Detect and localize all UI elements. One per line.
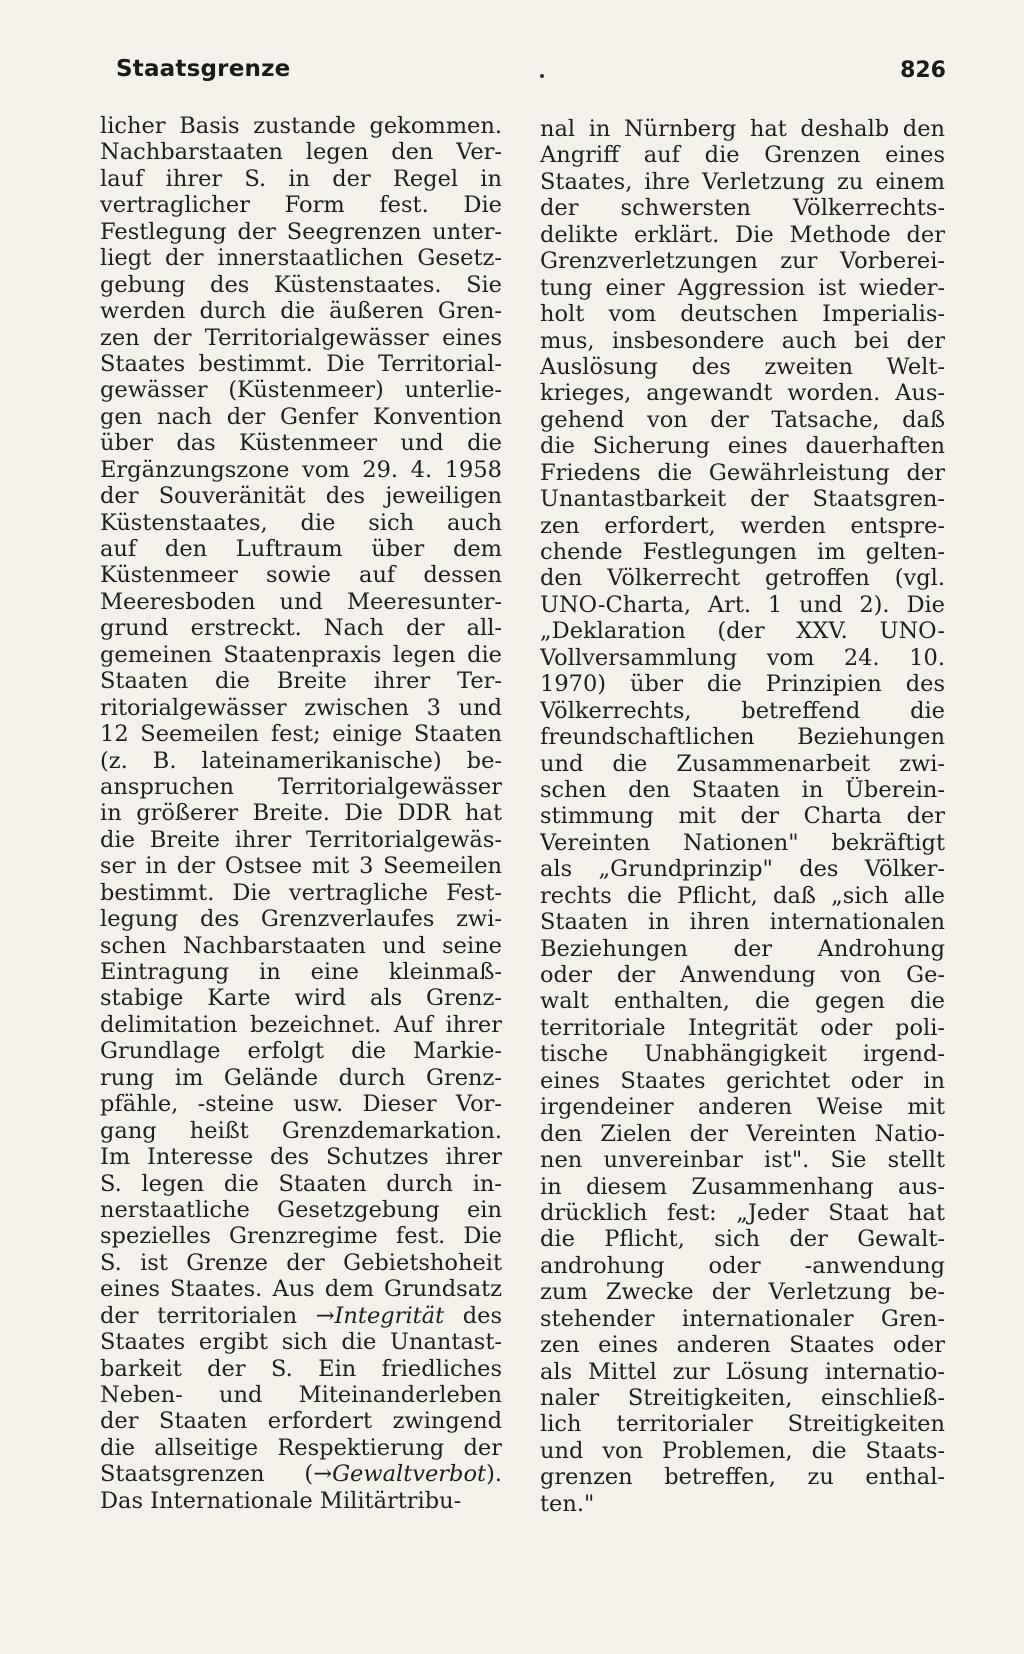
reference-term[interactable]: Integrität bbox=[334, 1302, 445, 1329]
text-line: delimitation bezeichnet. Auf ihrer bbox=[100, 1011, 502, 1038]
text-line: delikte erklärt. Die Methode der bbox=[540, 221, 945, 248]
text-line: licher Basis zustande gekommen. bbox=[100, 113, 502, 139]
reference-text-after: des bbox=[444, 1302, 502, 1329]
text-line: lich territorialer Streitigkeiten bbox=[540, 1411, 945, 1438]
text-line: Unantastbarkeit der Staatsgren- bbox=[540, 486, 945, 513]
text-line: pfähle, -steine usw. Dieser Vor- bbox=[100, 1091, 502, 1118]
reference-term[interactable]: Gewaltverbot bbox=[332, 1461, 487, 1488]
text-line: schen Nachbarstaaten und seine bbox=[100, 932, 502, 959]
text-line: die Pflicht, sich der Gewalt- bbox=[540, 1226, 945, 1253]
text-line: irgendeiner anderen Weise mit bbox=[540, 1094, 945, 1121]
text-line: gen nach der Genfer Konvention bbox=[100, 403, 502, 430]
text-line: legung des Grenzverlaufes zwi- bbox=[100, 906, 502, 933]
text-line: Staaten in ihren internationalen bbox=[540, 909, 945, 936]
reference-arrow-icon: → bbox=[315, 1302, 335, 1329]
text-line: Angriff auf die Grenzen eines bbox=[540, 142, 945, 169]
text-line: bestimmt. Die vertragliche Fest- bbox=[100, 879, 502, 906]
text-line: krieges, angewandt worden. Aus- bbox=[540, 380, 945, 407]
text-line: Staates, ihre Verletzung zu einem bbox=[540, 168, 945, 195]
text-line: ten." bbox=[540, 1490, 595, 1517]
text-line: Ergänzungszone vom 29. 4. 1958 bbox=[100, 456, 502, 483]
text-line: und die Zusammenarbeit zwi- bbox=[540, 750, 945, 777]
text-line: in diesem Zusammenhang aus- bbox=[540, 1173, 945, 1200]
reference-text-after: ). bbox=[486, 1461, 502, 1488]
text-line: gemeinen Staatenpraxis legen die bbox=[100, 641, 502, 668]
text-line: Grundlage erfolgt die Markie- bbox=[100, 1038, 502, 1065]
text-line: in größerer Breite. Die DDR hat bbox=[100, 800, 502, 827]
text-line: stabige Karte wird als Grenz- bbox=[100, 985, 502, 1012]
text-line: gewässer (Küstenmeer) unterlie- bbox=[100, 377, 502, 404]
text-line: Staaten die Breite ihrer Ter- bbox=[100, 668, 502, 695]
text-line: mus, insbesondere auch bei der bbox=[540, 327, 945, 354]
text-line: den Völkerrecht getroffen (vgl. bbox=[540, 565, 945, 592]
text-line: grund erstreckt. Nach der all- bbox=[100, 615, 502, 642]
text-line: Vollversammlung vom 24. 10. bbox=[540, 644, 945, 671]
text-line: eines Staates. Aus dem Grundsatz bbox=[100, 1276, 502, 1303]
text-line: Nachbarstaaten legen den Ver- bbox=[100, 139, 502, 166]
text-line: Friedens die Gewährleistung der bbox=[540, 459, 945, 486]
text-line: chende Festlegungen im gelten- bbox=[540, 539, 945, 565]
text-line: Meeresboden und Meeresunter- bbox=[100, 588, 502, 615]
reference-text-before: Staatsgrenzen ( bbox=[100, 1461, 314, 1488]
text-line: spezielles Grenzregime fest. Die bbox=[100, 1223, 502, 1250]
text-line: Festlegung der Seegrenzen unter- bbox=[100, 218, 502, 245]
text-line: der Souveränität des jeweiligen bbox=[100, 483, 502, 510]
page-number: 826 bbox=[900, 58, 946, 83]
text-line: der schwersten Völkerrechts- bbox=[540, 195, 945, 222]
text-line: gehend von der Tatsache, daß bbox=[540, 406, 945, 433]
text-line: Küstenmeer sowie auf dessen bbox=[100, 562, 502, 589]
text-line: lauf ihrer S. in der Regel in bbox=[100, 165, 502, 192]
text-line: Vereinten Nationen" bekräftigt bbox=[540, 829, 945, 856]
text-line: S. legen die Staaten durch in- bbox=[100, 1170, 502, 1197]
left-text-column bbox=[100, 113, 502, 1514]
reference-text-before: der territorialen bbox=[100, 1302, 316, 1329]
text-line: Grenzverletzungen zur Vorberei- bbox=[540, 248, 945, 275]
text-line: rechts die Pflicht, daß „sich alle bbox=[540, 882, 945, 909]
header-separator-dot bbox=[540, 74, 544, 78]
text-line: Das Internationale Militärtribu- bbox=[100, 1487, 462, 1514]
text-line: territoriale Integrität oder poli- bbox=[540, 1014, 945, 1041]
text-line: zen der Territorialgewässer eines bbox=[100, 324, 502, 351]
text-line: als „Grundprinzip" des Völker- bbox=[540, 856, 945, 883]
text-line: barkeit der S. Ein friedliches bbox=[100, 1355, 502, 1382]
text-line: nal in Nürnberg hat deshalb den bbox=[540, 116, 945, 142]
text-line: Küstenstaates, die sich auch bbox=[100, 509, 502, 536]
right-text-column bbox=[540, 116, 945, 1517]
text-line: Im Interesse des Schutzes ihrer bbox=[100, 1144, 502, 1171]
text-line: gebung des Küstenstaates. Sie bbox=[100, 271, 502, 298]
text-line: rung im Gelände durch Grenz- bbox=[100, 1064, 502, 1091]
text-line: die allseitige Respektierung der bbox=[100, 1434, 502, 1461]
text-line: werden durch die äußeren Gren- bbox=[100, 298, 502, 325]
text-line: freundschaftlichen Beziehungen bbox=[540, 724, 945, 751]
text-line-cross-reference bbox=[100, 1303, 502, 1329]
running-header bbox=[116, 56, 946, 96]
text-line-cross-reference bbox=[100, 1461, 502, 1487]
text-line: nerstaatliche Gesetzgebung ein bbox=[100, 1196, 502, 1223]
text-line: androhung oder -anwendung bbox=[540, 1252, 945, 1279]
text-line: der Staaten erfordert zwingend bbox=[100, 1408, 502, 1435]
text-line: tung einer Aggression ist wieder- bbox=[540, 274, 945, 301]
text-line: anspruchen Territorialgewässer bbox=[100, 773, 502, 800]
text-line: UNO-Charta, Art. 1 und 2). Die bbox=[540, 591, 945, 618]
text-line: naler Streitigkeiten, einschließ- bbox=[540, 1385, 945, 1411]
text-line: drücklich fest: „Jeder Staat hat bbox=[540, 1199, 945, 1226]
text-line: Staates bestimmt. Die Territorial- bbox=[100, 350, 502, 377]
text-line: zum Zwecke der Verletzung be- bbox=[540, 1279, 945, 1306]
text-line: grenzen betreffen, zu enthal- bbox=[540, 1464, 945, 1491]
text-line: eines Staates gerichtet oder in bbox=[540, 1067, 945, 1094]
text-line: Neben- und Miteinanderleben bbox=[100, 1382, 502, 1408]
text-line: liegt der innerstaatlichen Gesetz- bbox=[100, 245, 502, 272]
text-line: S. ist Grenze der Gebietshoheit bbox=[100, 1249, 502, 1276]
text-line: zen eines anderen Staates oder bbox=[540, 1332, 945, 1359]
text-line: ritorialgewässer zwischen 3 und bbox=[100, 694, 502, 721]
text-line: die Breite ihrer Territorialgewäs- bbox=[100, 826, 502, 853]
text-line: den Zielen der Vereinten Natio- bbox=[540, 1120, 945, 1147]
text-line: gang heißt Grenzdemarkation. bbox=[100, 1117, 502, 1144]
text-line: Völkerrechts, betreffend die bbox=[540, 697, 945, 724]
text-line: 1970) über die Prinzipien des bbox=[540, 671, 945, 698]
text-line: Auslösung des zweiten Welt- bbox=[540, 353, 945, 380]
text-line: nen unvereinbar ist". Sie stellt bbox=[540, 1147, 945, 1174]
text-line: Beziehungen der Androhung bbox=[540, 935, 945, 962]
reference-arrow-icon: → bbox=[313, 1461, 333, 1488]
text-line: vertraglicher Form fest. Die bbox=[100, 192, 502, 219]
text-line: Eintragung in eine kleinmaß- bbox=[100, 959, 502, 985]
text-line: holt vom deutschen Imperialis- bbox=[540, 301, 945, 328]
text-line: stehender internationaler Gren- bbox=[540, 1305, 945, 1332]
text-line: die Sicherung eines dauerhaften bbox=[540, 433, 945, 460]
text-line: ser in der Ostsee mit 3 Seemeilen bbox=[100, 853, 502, 880]
text-line: über das Küstenmeer und die bbox=[100, 430, 502, 457]
text-line: zen erfordert, werden entspre- bbox=[540, 512, 945, 539]
text-line: und von Problemen, die Staats- bbox=[540, 1437, 945, 1464]
text-line: oder der Anwendung von Ge- bbox=[540, 962, 945, 988]
text-line: auf den Luftraum über dem bbox=[100, 536, 502, 562]
text-line: „Deklaration (der XXV. UNO- bbox=[540, 618, 945, 645]
text-line: (z. B. lateinamerikanische) be- bbox=[100, 747, 502, 774]
header-title: Staatsgrenze bbox=[116, 56, 291, 82]
text-line: tische Unabhängigkeit irgend- bbox=[540, 1041, 945, 1068]
text-line: 12 Seemeilen fest; einige Staaten bbox=[100, 721, 502, 748]
text-line: Staates ergibt sich die Unantast- bbox=[100, 1329, 502, 1356]
text-line: als Mittel zur Lösung internatio- bbox=[540, 1358, 945, 1385]
text-line: stimmung mit der Charta der bbox=[540, 803, 945, 830]
text-line: walt enthalten, die gegen die bbox=[540, 988, 945, 1015]
text-line: schen den Staaten in Überein- bbox=[540, 776, 945, 803]
